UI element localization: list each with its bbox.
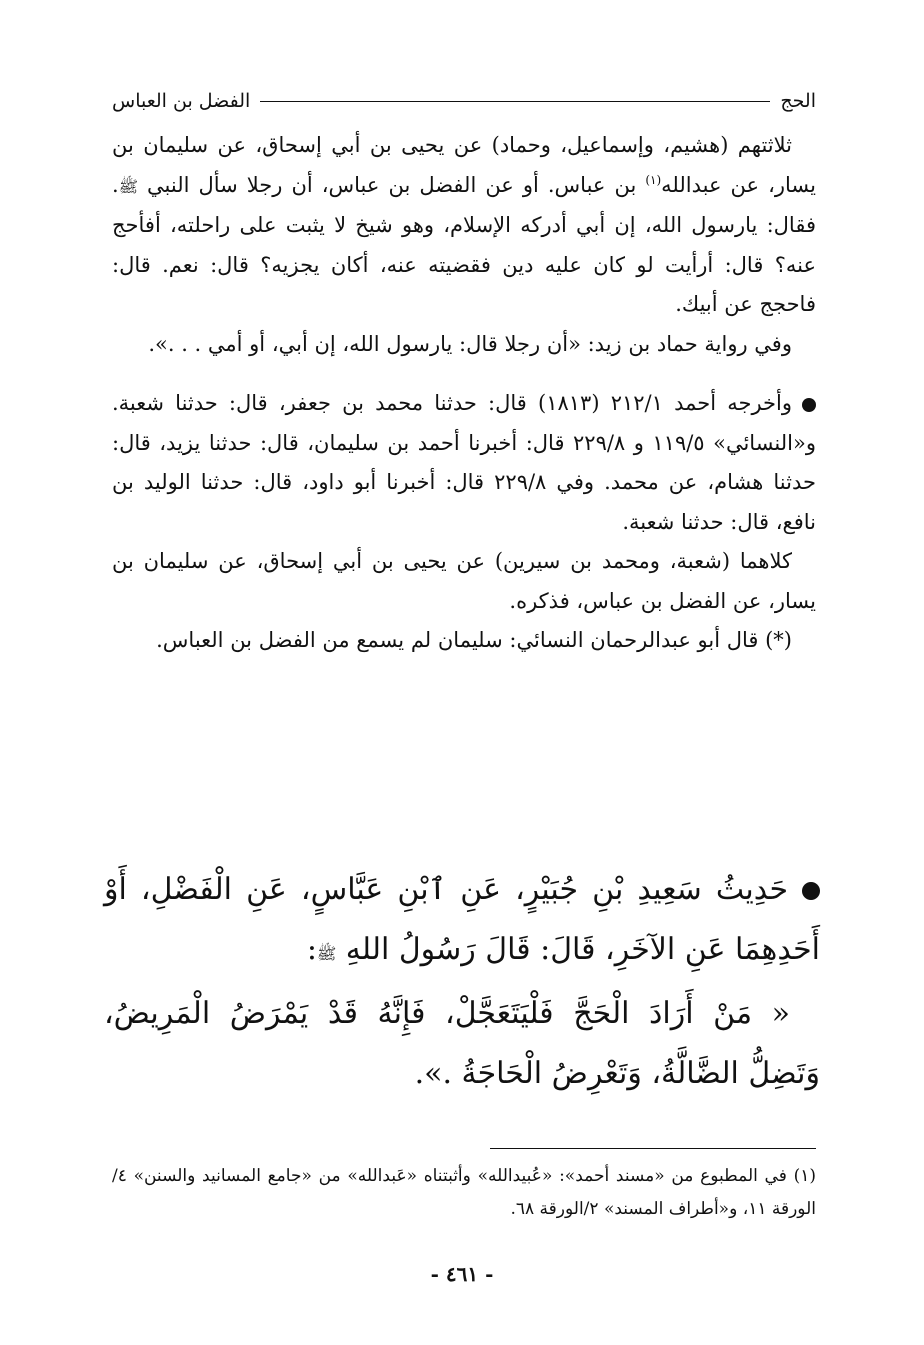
header-chapter-title: الحج bbox=[780, 90, 816, 112]
footnote-reference: (١) bbox=[645, 172, 662, 187]
hadith-intro-colon: : bbox=[306, 932, 317, 967]
salawat-ligature: ﷺ bbox=[316, 944, 337, 963]
paragraph-1-text-a: ثلاثتهم (هشيم، وإسماعيل، وحماد) عن يحيى بن أبي إسحاق، عن سليمان بن يسار، عن عبدالله bbox=[112, 133, 816, 197]
header-rule bbox=[260, 101, 770, 102]
salawat-ligature: ﷺ bbox=[118, 176, 139, 196]
footnote bbox=[112, 1160, 816, 1226]
hadith-block bbox=[104, 860, 820, 1104]
paragraph-1-text-c: . فقال: يارسول الله، إن أبي أدركه الإسلام، وهو شيخ لا يثبت على راحلته، أفأحج عنه؟ قال: أرأيت لو كان عليه دين فقضيته عنه، أكان يجزيه؟ قال: نعم. قال: فاحجج عن أبيك. bbox=[112, 172, 816, 316]
paragraph-5: (*) قال أبو عبدالرحمان النسائي: سليمان لم يسمع من الفضل بن العباس. bbox=[156, 628, 792, 652]
paragraph-1 bbox=[112, 126, 816, 325]
paragraph-3 bbox=[112, 384, 816, 542]
hadith-text: « مَنْ أَرَادَ الْحَجَّ فَلْيَتَعَجَّلْ، فَإِنَّهُ قَدْ يَمْرَضُ الْمَرِيضُ، وَتَضِلُّ الضَّالَّةُ، وَتَعْرِضُ الْحَاجَةُ .». bbox=[104, 996, 820, 1091]
running-header bbox=[112, 86, 816, 116]
bullet-icon bbox=[802, 882, 820, 900]
footnote-text: (١) في المطبوع من «مسند أحمد»: «عُبيدالله» وأثبتناه «عَبدالله» من «جامع المسانيد والسنن» ٤/الورقة ١١، و«أطراف المسند» ٢/الورقة ٦٨. bbox=[112, 1166, 816, 1219]
paragraph-4: كلاهما (شعبة، ومحمد بن سيرين) عن يحيى بن أبي إسحاق، عن سليمان بن يسار، عن الفضل بن عباس، فذكره. bbox=[112, 549, 816, 613]
header-section-title: الفضل بن العباس bbox=[112, 90, 251, 112]
footnote-rule bbox=[490, 1148, 816, 1149]
paragraph-1-text-b: بن عباس. أو عن الفضل بن عباس، أن رجلا سأل النبي bbox=[138, 172, 646, 197]
hadith-intro bbox=[104, 860, 820, 984]
main-text bbox=[112, 126, 816, 661]
hadith-intro-text: حَدِيثُ سَعِيدِ بْنِ جُبَيْرٍ، عَنِ ٱبْنِ عَبَّاسٍ، عَنِ الْفَضْلِ، أَوْ أَحَدِهِمَا عَنِ الآخَرِ، قَالَ: قَالَ رَسُولُ اللهِ bbox=[104, 872, 820, 967]
paragraph-2: وفي رواية حماد بن زيد: «أن رجلا قال: يارسول الله، إن أبي، أو أمي . . .». bbox=[148, 331, 792, 356]
bullet-icon bbox=[802, 398, 816, 412]
paragraph-3-text: وأخرجه أحمد ٢١٢/١ (١٨١٣) قال: حدثنا محمد بن جعفر، قال: حدثنا شعبة. و«النسائي» ١١٩/٥ و ٢٢٩/٨ قال: أخبرنا أحمد بن سليمان، قال: حدثنا يزيد، قال: حدثنا هشام، عن محمد. وفي ٢٢٩/٨ قال: أخبرنا أبو داود، قال: حدثنا الوليد بن نافع، قال: حدثنا شعبة. bbox=[112, 391, 816, 534]
page-number: - ٤٦١ - bbox=[430, 1262, 494, 1286]
